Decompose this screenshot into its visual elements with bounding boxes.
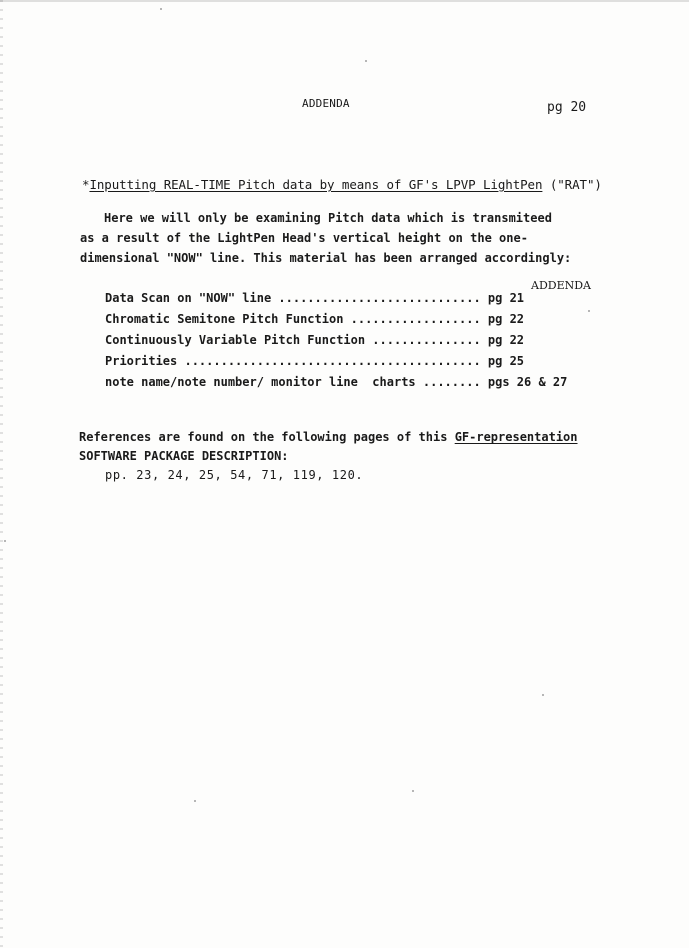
scan-speck — [160, 8, 162, 10]
scan-speck — [542, 694, 544, 696]
scan-edge-top — [0, 0, 689, 2]
page-number: pg 20 — [547, 100, 587, 115]
toc-row: Priorities ......................................... pg 25 — [105, 354, 525, 368]
references-line-2: SOFTWARE PACKAGE DESCRIPTION: — [79, 449, 289, 463]
heading-asterisk: * — [82, 177, 90, 192]
scan-speck — [194, 800, 196, 802]
references-prefix: References are found on the following pages of this — [79, 430, 455, 444]
intro-paragraph — [80, 208, 660, 268]
scan-speck — [4, 540, 6, 542]
scan-speck — [588, 310, 590, 312]
page-title: ADDENDA — [302, 97, 350, 110]
scan-edge-left — [0, 0, 3, 948]
references-pages: pp. 23, 24, 25, 54, 71, 119, 120. — [105, 468, 364, 482]
toc-row: Continuously Variable Pitch Function ............... pg 22 — [105, 333, 525, 347]
heading-tail: ("RAT") — [542, 177, 602, 192]
intro-line: dimensional "NOW" line. This material has been arranged accordingly: — [80, 251, 572, 265]
scan-speck — [412, 790, 414, 792]
heading-underlined-text: Inputting REAL-TIME Pitch data by means of GF's LPVP LightPen — [89, 177, 543, 192]
intro-line: Here we will only be examining Pitch data which is transmiteed — [104, 211, 552, 225]
intro-line: as a result of the LightPen Head's vertical height on the one- — [80, 231, 528, 245]
toc-row: note name/note number/ monitor line charts ........ pgs 26 & 27 — [105, 375, 568, 389]
scan-speck — [365, 60, 367, 62]
toc-column-header: ADDENDA — [531, 279, 592, 292]
references-underlined: GF-representation — [454, 430, 578, 444]
references-block — [79, 428, 578, 485]
toc-row: Chromatic Semitone Pitch Function .................. pg 22 — [105, 312, 525, 326]
toc-row: Data Scan on "NOW" line ............................ pg 21 — [105, 291, 525, 305]
table-of-contents — [105, 288, 567, 393]
section-heading — [82, 177, 602, 192]
references-line-1 — [79, 428, 578, 447]
